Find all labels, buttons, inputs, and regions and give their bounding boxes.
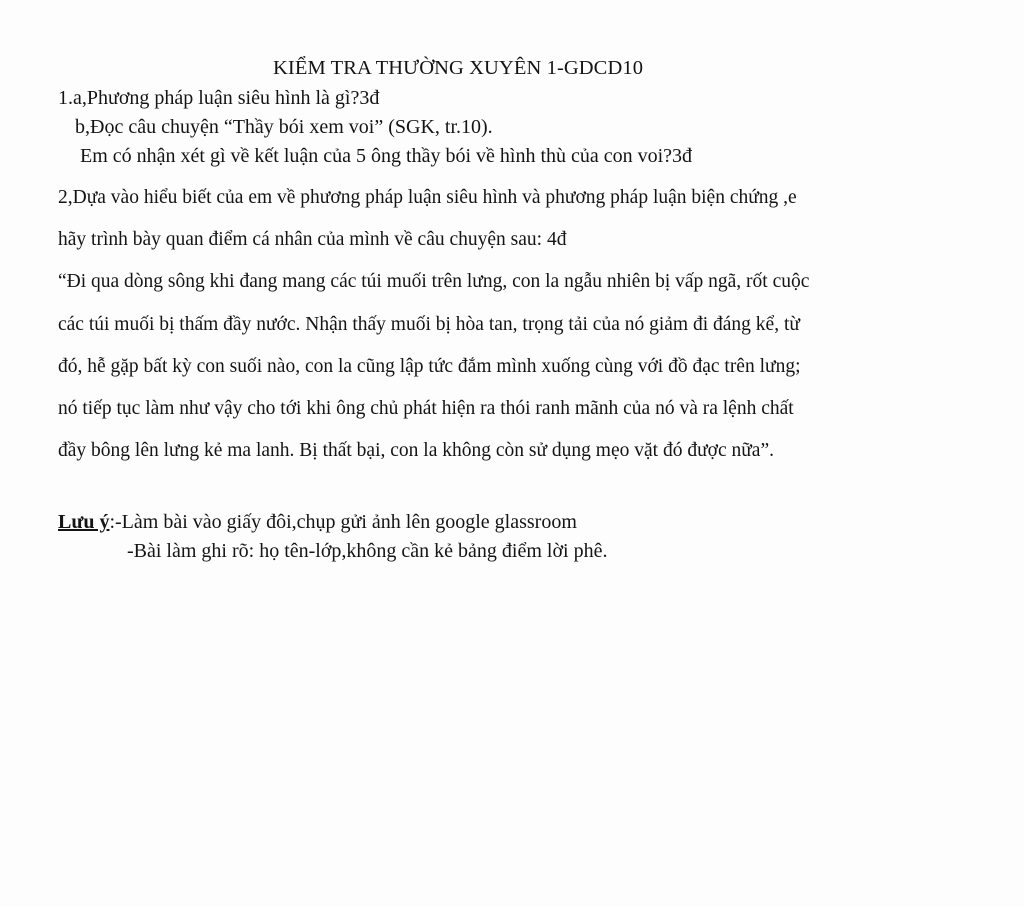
story-line-5: đầy bông lên lưng kẻ ma lanh. Bị thất bại, con la không còn sử dụng mẹo vặt đó được nữa”.	[58, 440, 774, 461]
story-line-3: đó, hễ gặp bất kỳ con suối nào, con la cũng lập tức đắm mình xuống cùng với đồ đạc trên lưng;	[58, 356, 801, 377]
question-1b-prompt: Em có nhận xét gì về kết luận của 5 ông thầy bói về hình thù của con voi?3đ	[80, 145, 693, 167]
note-text-1: :-Làm bài vào giấy đôi,chụp gửi ảnh lên google glassroom	[109, 511, 577, 533]
story-line-1: “Đi qua dòng sông khi đang mang các túi muối trên lưng, con la ngẫu nhiên bị vấp ngã, rốt cuộc	[58, 271, 810, 292]
question-2-line-1: 2,Dựa vào hiểu biết của em về phương pháp luận siêu hình và phương pháp luận biện chứng ,e	[58, 187, 797, 208]
question-2-line-2: hãy trình bày quan điểm cá nhân của mình về câu chuyện sau: 4đ	[58, 229, 567, 250]
question-1b: b,Đọc câu chuyện “Thầy bói xem voi” (SGK, tr.10).	[75, 116, 493, 138]
question-1a: 1.a,Phương pháp luận siêu hình là gì?3đ	[58, 87, 380, 109]
note-line-2: -Bài làm ghi rõ: họ tên-lớp,không cần kẻ bảng điểm lời phê.	[127, 540, 608, 562]
note-line-1	[58, 510, 577, 534]
document-title: KIỂM TRA THƯỜNG XUYÊN 1-GDCD10	[273, 57, 644, 79]
note-label: Lưu ý	[58, 511, 110, 533]
story-line-2: các túi muối bị thấm đầy nước. Nhận thấy muối bị hòa tan, trọng tải của nó giảm đi đáng kể, từ	[58, 314, 800, 335]
story-line-4: nó tiếp tục làm như vậy cho tới khi ông chủ phát hiện ra thói ranh mãnh của nó và ra lệnh chất	[58, 398, 794, 419]
